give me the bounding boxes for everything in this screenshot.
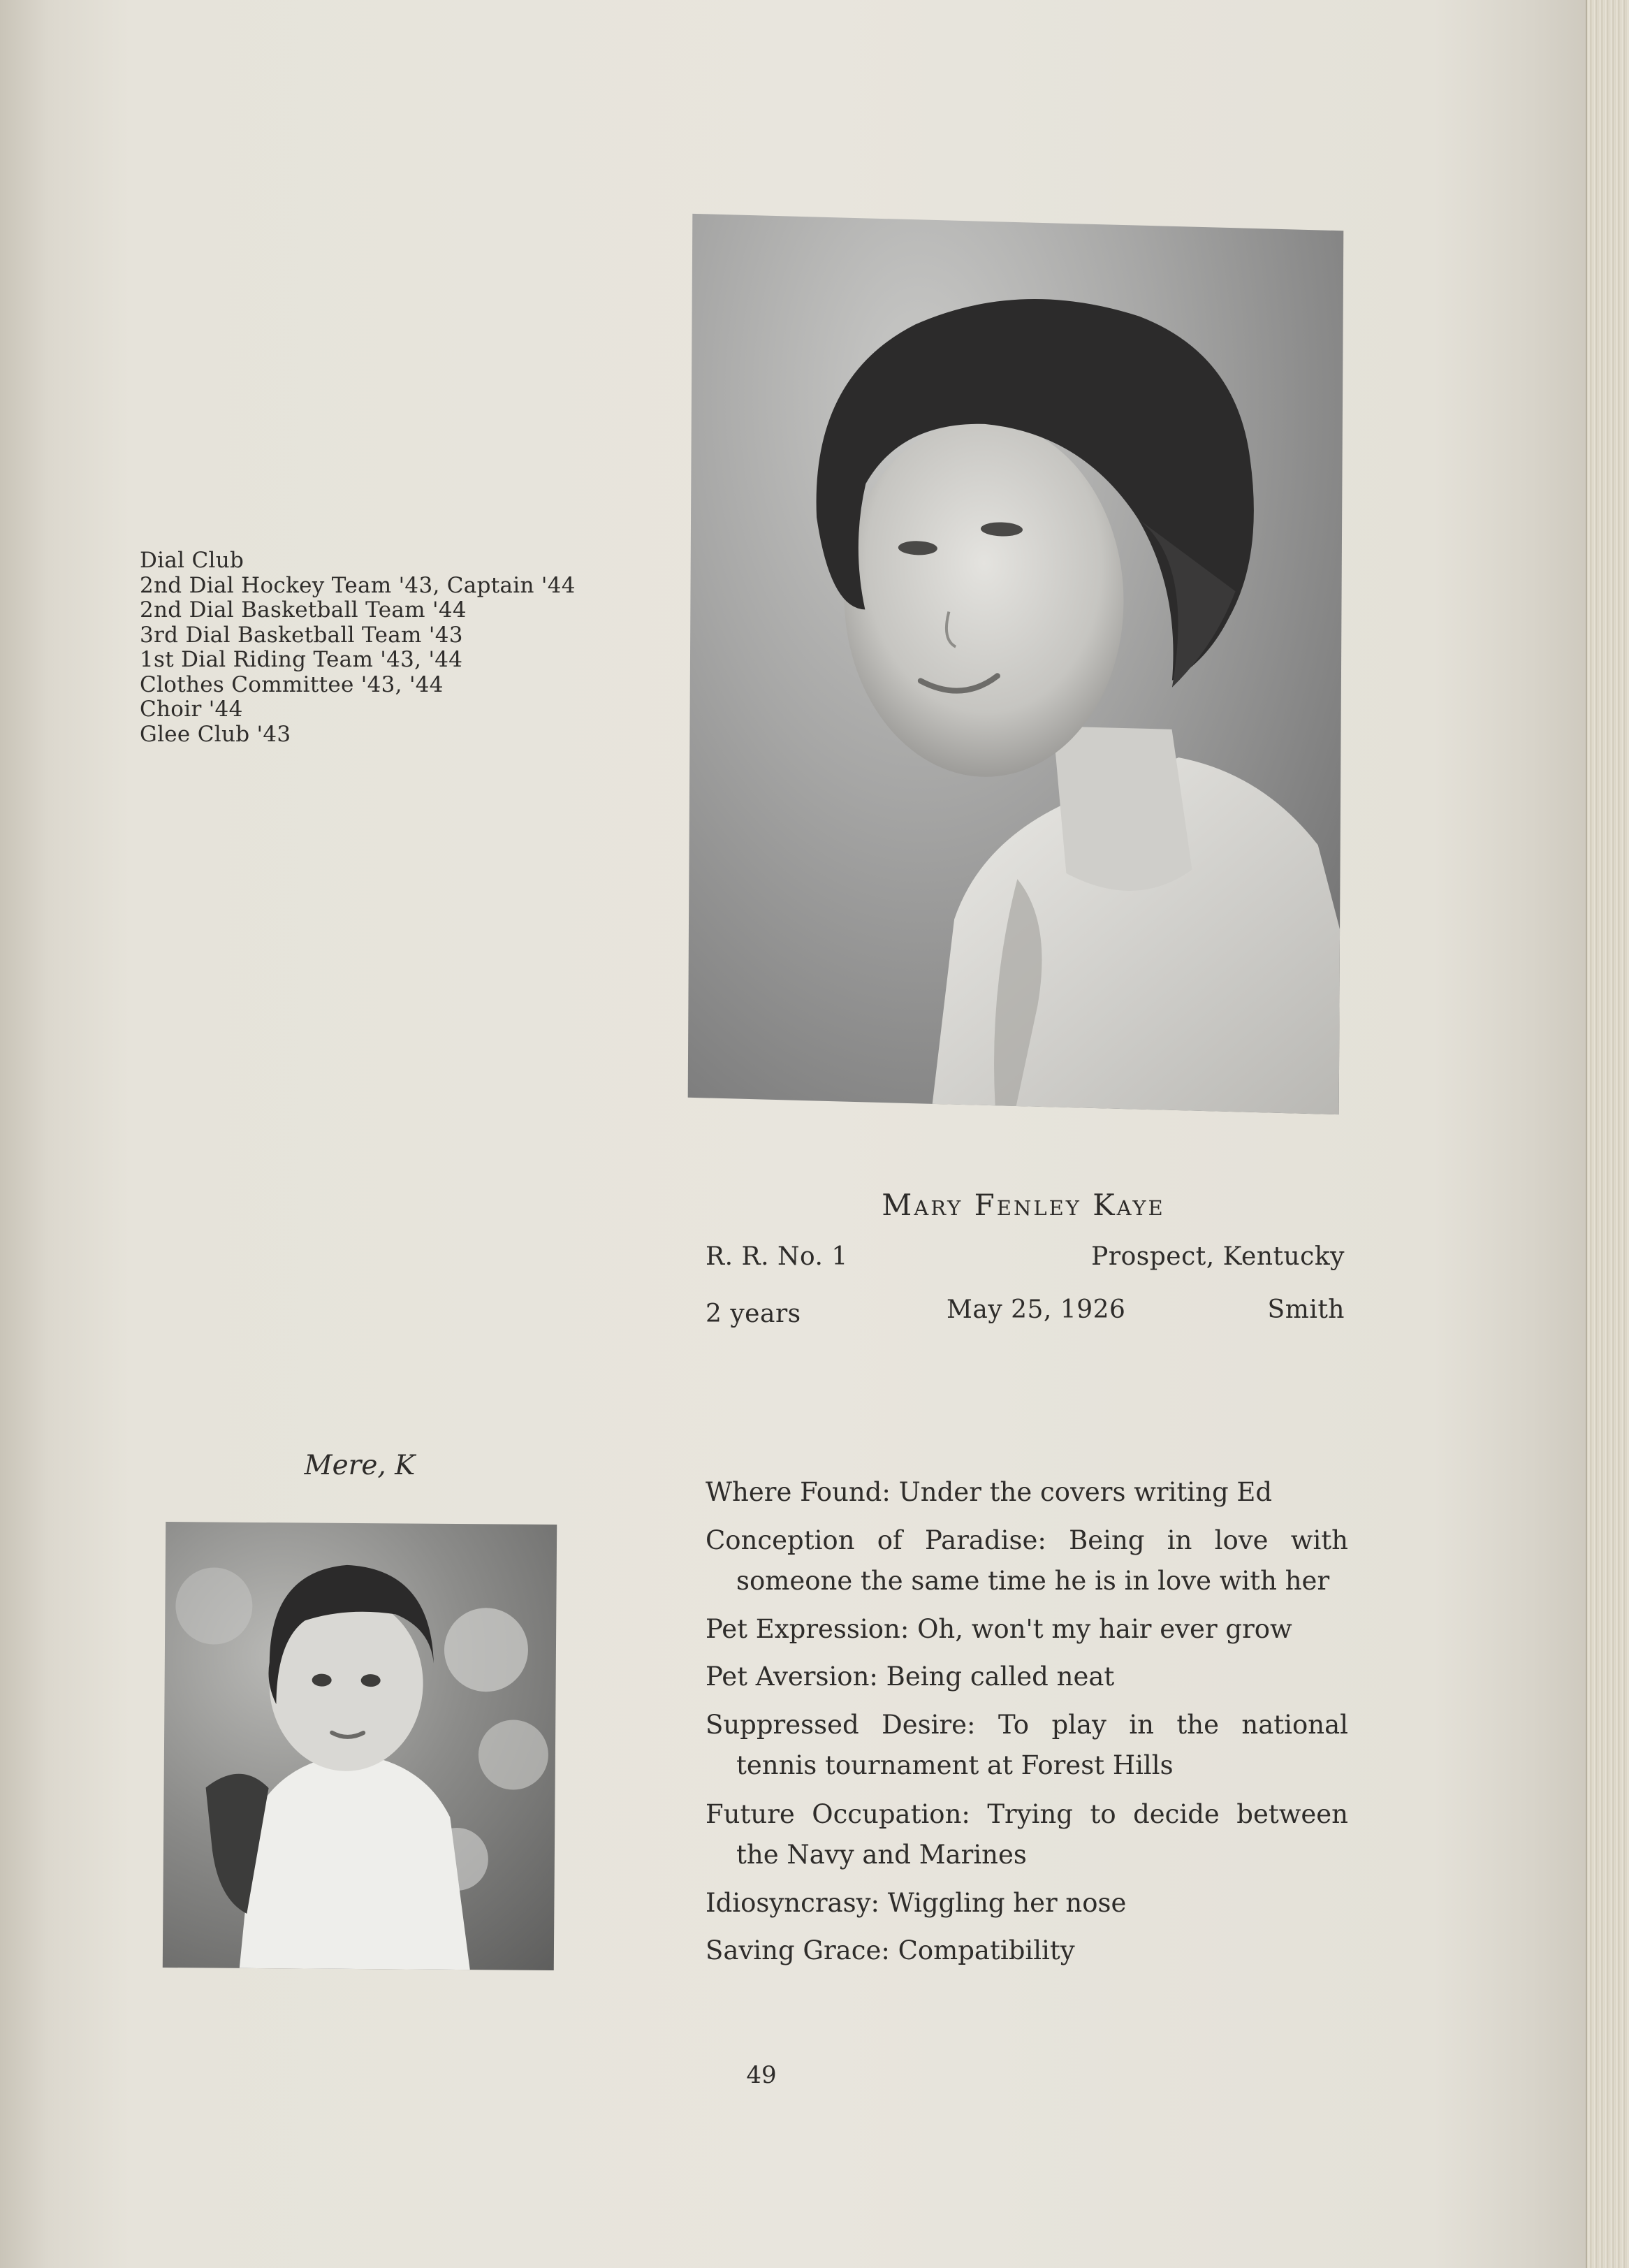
activity-item: Choir '44: [140, 697, 243, 722]
qa-value: Compatibility: [898, 1935, 1075, 1965]
qa-where-found: [706, 1473, 1348, 1512]
address: R. R. No. 1: [706, 1242, 848, 1271]
years-attended: 2 years: [706, 1300, 801, 1328]
qa-value: Oh, won't my hair ever grow: [917, 1614, 1292, 1644]
qa-label: Where Found:: [706, 1477, 891, 1507]
activity-item: Clothes Committee '43, '44: [140, 671, 444, 697]
qa-idiosyncrasy: [706, 1884, 1348, 1923]
portrait-illustration: [688, 214, 1344, 1114]
hometown: Prospect, Kentucky: [1091, 1242, 1345, 1271]
qa-label: Future Occupation:: [706, 1799, 970, 1829]
activity-item: Dial Club: [140, 548, 244, 573]
activity-item: 2nd Dial Hockey Team '43, Captain '44: [140, 572, 576, 598]
activity-item: Glee Club '43: [140, 721, 291, 747]
qa-label: Conception of Paradise:: [706, 1525, 1046, 1555]
qa-value: Wiggling her nose: [887, 1888, 1127, 1918]
qa-value: Being called neat: [886, 1662, 1115, 1692]
activity-item: 2nd Dial Basketball Team '44: [140, 597, 467, 623]
qa-conception-of-paradise: [706, 1520, 1348, 1601]
qa-label: Pet Aversion:: [706, 1662, 878, 1692]
qa-label: Idiosyncrasy:: [706, 1888, 879, 1918]
qa-label: Saving Grace:: [706, 1935, 890, 1965]
activity-item: 3rd Dial Basketball Team '43: [140, 622, 463, 648]
qa-label: Suppressed Desire:: [706, 1710, 976, 1740]
senior-portrait-photo: [688, 214, 1344, 1114]
childhood-photo: [163, 1522, 557, 1970]
qa-label: Pet Expression:: [706, 1614, 910, 1644]
qa-saving-grace: [706, 1931, 1348, 1970]
qa-pet-aversion: [706, 1657, 1348, 1696]
childhood-illustration: [163, 1522, 557, 1970]
qa-value: To play in the national tennis tournament at Forest Hills: [736, 1710, 1348, 1780]
activity-item: 1st Dial Riding Team '43, '44: [140, 647, 463, 672]
profile-qa: [706, 1473, 1348, 1979]
college: Smith: [1267, 1295, 1345, 1324]
page-number: 49: [746, 2061, 777, 2089]
qa-value: Under the covers writing Ed: [898, 1477, 1273, 1507]
birthdate: May 25, 1926: [947, 1295, 1126, 1324]
qa-pet-expression: [706, 1610, 1348, 1649]
qa-suppressed-desire: [706, 1705, 1348, 1786]
student-name: Mary Fenley Kaye: [882, 1188, 1165, 1222]
qa-value: Trying to decide between the Navy and Marines: [736, 1799, 1349, 1870]
page-edge: [1586, 0, 1629, 2268]
qa-future-occupation: [706, 1794, 1348, 1875]
qa-value: Being in love with someone the same time he is in love with her: [736, 1525, 1348, 1596]
nickname: Mere, K: [304, 1450, 416, 1481]
activities-list: [140, 548, 587, 747]
